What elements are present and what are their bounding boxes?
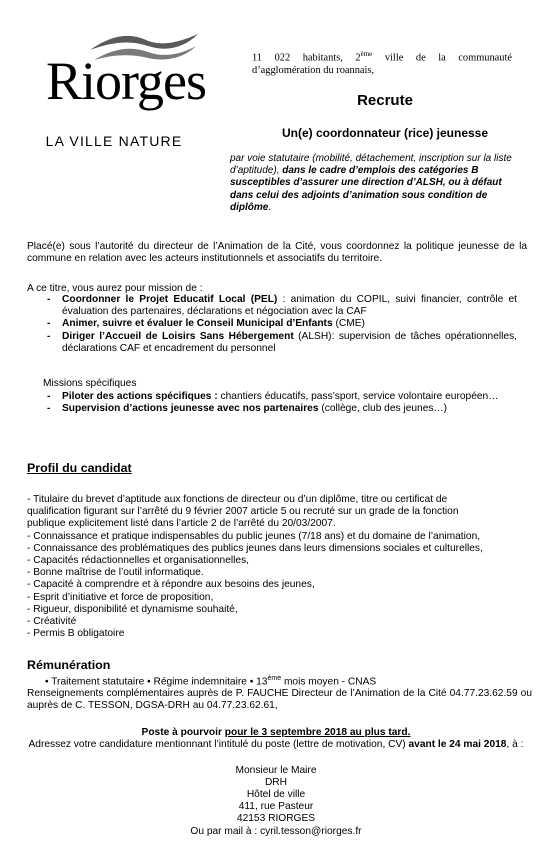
logo-name: Riorges — [45, 51, 206, 111]
application-instructions: Adressez votre candidature mentionnant l’intitulé du poste (lettre de motivation, CV) avant le 24 mai 2018, à : — [28, 739, 524, 750]
recrute-heading: Recrute — [357, 92, 413, 109]
profil-line: - Permis B obligatoire — [27, 628, 125, 640]
profil-line: publique explicitement listé dans l’article 2 de l’arrêté du 20/03/2007. — [27, 518, 336, 530]
profil-line: qualification figurant sur l’arrêté du 9 février 2007 article 5 ou recruté sur un grade de la fonction — [27, 506, 459, 518]
profil-heading: Profil du candidat — [27, 461, 132, 475]
address-line: DRH — [264, 777, 288, 788]
email-line: Ou par mail à : cyril.tesson@riorges.fr — [190, 826, 362, 837]
missions-specifiques-list — [43, 391, 517, 415]
remuneration-heading: Rémunération — [27, 658, 111, 672]
deadline-line: Poste à pourvoir pour le 3 septembre 2018 au plus tard. — [141, 727, 411, 738]
list-item: - Coordonner le Projet Educatif Local (PEL) : animation du COPIL, suivi financier, contrôle et évaluation des partenaires, déclarations et négociation avec la CAF — [43, 294, 517, 318]
profil-line: - Connaissance des problématiques des publics jeunes dans leurs dimensions sociales et culturelles, — [27, 542, 483, 554]
intro-paragraph: Placé(e) sous l’autorité du directeur de l’Animation de la Cité, vous coordonnez la politique jeunesse de la commune en relation avec les acteurs institutionnels et associatifs du territoire. — [27, 241, 527, 265]
address-line: Hôtel de ville — [246, 789, 306, 800]
profil-body — [27, 494, 527, 640]
profil-line: - Connaissance et pratique indispensables du public jeunes (7/18 ans) et du domaine de l’animation, — [27, 530, 481, 542]
logo-tagline: LA VILLE NATURE — [45, 133, 183, 149]
profil-line: - Créativité — [27, 616, 77, 628]
missions-specifiques-label: Missions spécifiques — [43, 378, 137, 389]
post-title: Un(e) coordonnateur (rice) jeunesse — [281, 126, 489, 140]
list-item: - Piloter des actions spécifiques : chantiers éducatifs, pass’sport, service volontaire européen… — [43, 391, 517, 403]
list-item: - Animer, suivre et évaluer le Conseil Municipal d’Enfants (CME) — [43, 318, 517, 330]
list-item: - Diriger l’Accueil de Loisirs Sans Hébergement (ALSH): supervision de tâches opérationnelles, déclarations CAF et encadrement du personnel — [43, 331, 517, 355]
profil-line: - Titulaire du brevet d’aptitude aux fonctions de directeur ou d’un diplôme, titre ou certificat de — [27, 494, 448, 505]
address-line: Monsieur le Maire — [235, 765, 317, 776]
list-item: - Supervision d’actions jeunesse avec nos partenaires (collège, club des jeunes…) — [43, 403, 517, 415]
profil-line: - Bonne maîtrise de l’outil informatique. — [27, 567, 204, 579]
remuneration-line: • Traitement statutaire • Régime indemnitaire • 13ème mois moyen - CNAS — [45, 675, 377, 688]
missions-list — [43, 294, 517, 355]
missions-intro: A ce titre, vous aurez pour mission de : — [27, 283, 203, 294]
profil-line: - Capacité à comprendre et à répondre aux besoins des jeunes, — [27, 579, 315, 591]
conditions-text: par voie statutaire (mobilité, détachement, inscription sur la liste d’aptitude), dans le cadre d’emplois des catégories B susceptibles d’assurer une direction d’ALSH, ou à défaut dans celui des adjoints d’animation sous condition de diplôme. — [230, 153, 512, 213]
intro-text: 11 022 habitants, 2ème ville de la communauté d’agglomération du roannais, — [252, 50, 512, 77]
profil-line: - Esprit d’initiative et force de proposition, — [27, 591, 214, 603]
address-line: 42153 RIORGES — [236, 813, 316, 824]
profil-line: - Capacités rédactionnelles et organisationnelles, — [27, 555, 249, 567]
profil-line: - Rigueur, disponibilité et dynamisme souhaité, — [27, 603, 238, 615]
renseignements-text: Renseignements complémentaires auprès de P. FAUCHE Directeur de l’Animation de la Cité 04.77.23.62.59 ou auprès de C. TESSON, DGSA-DRH au 04.77.23.62.61, — [27, 688, 532, 712]
address-line: 411, rue Pasteur — [238, 801, 314, 812]
